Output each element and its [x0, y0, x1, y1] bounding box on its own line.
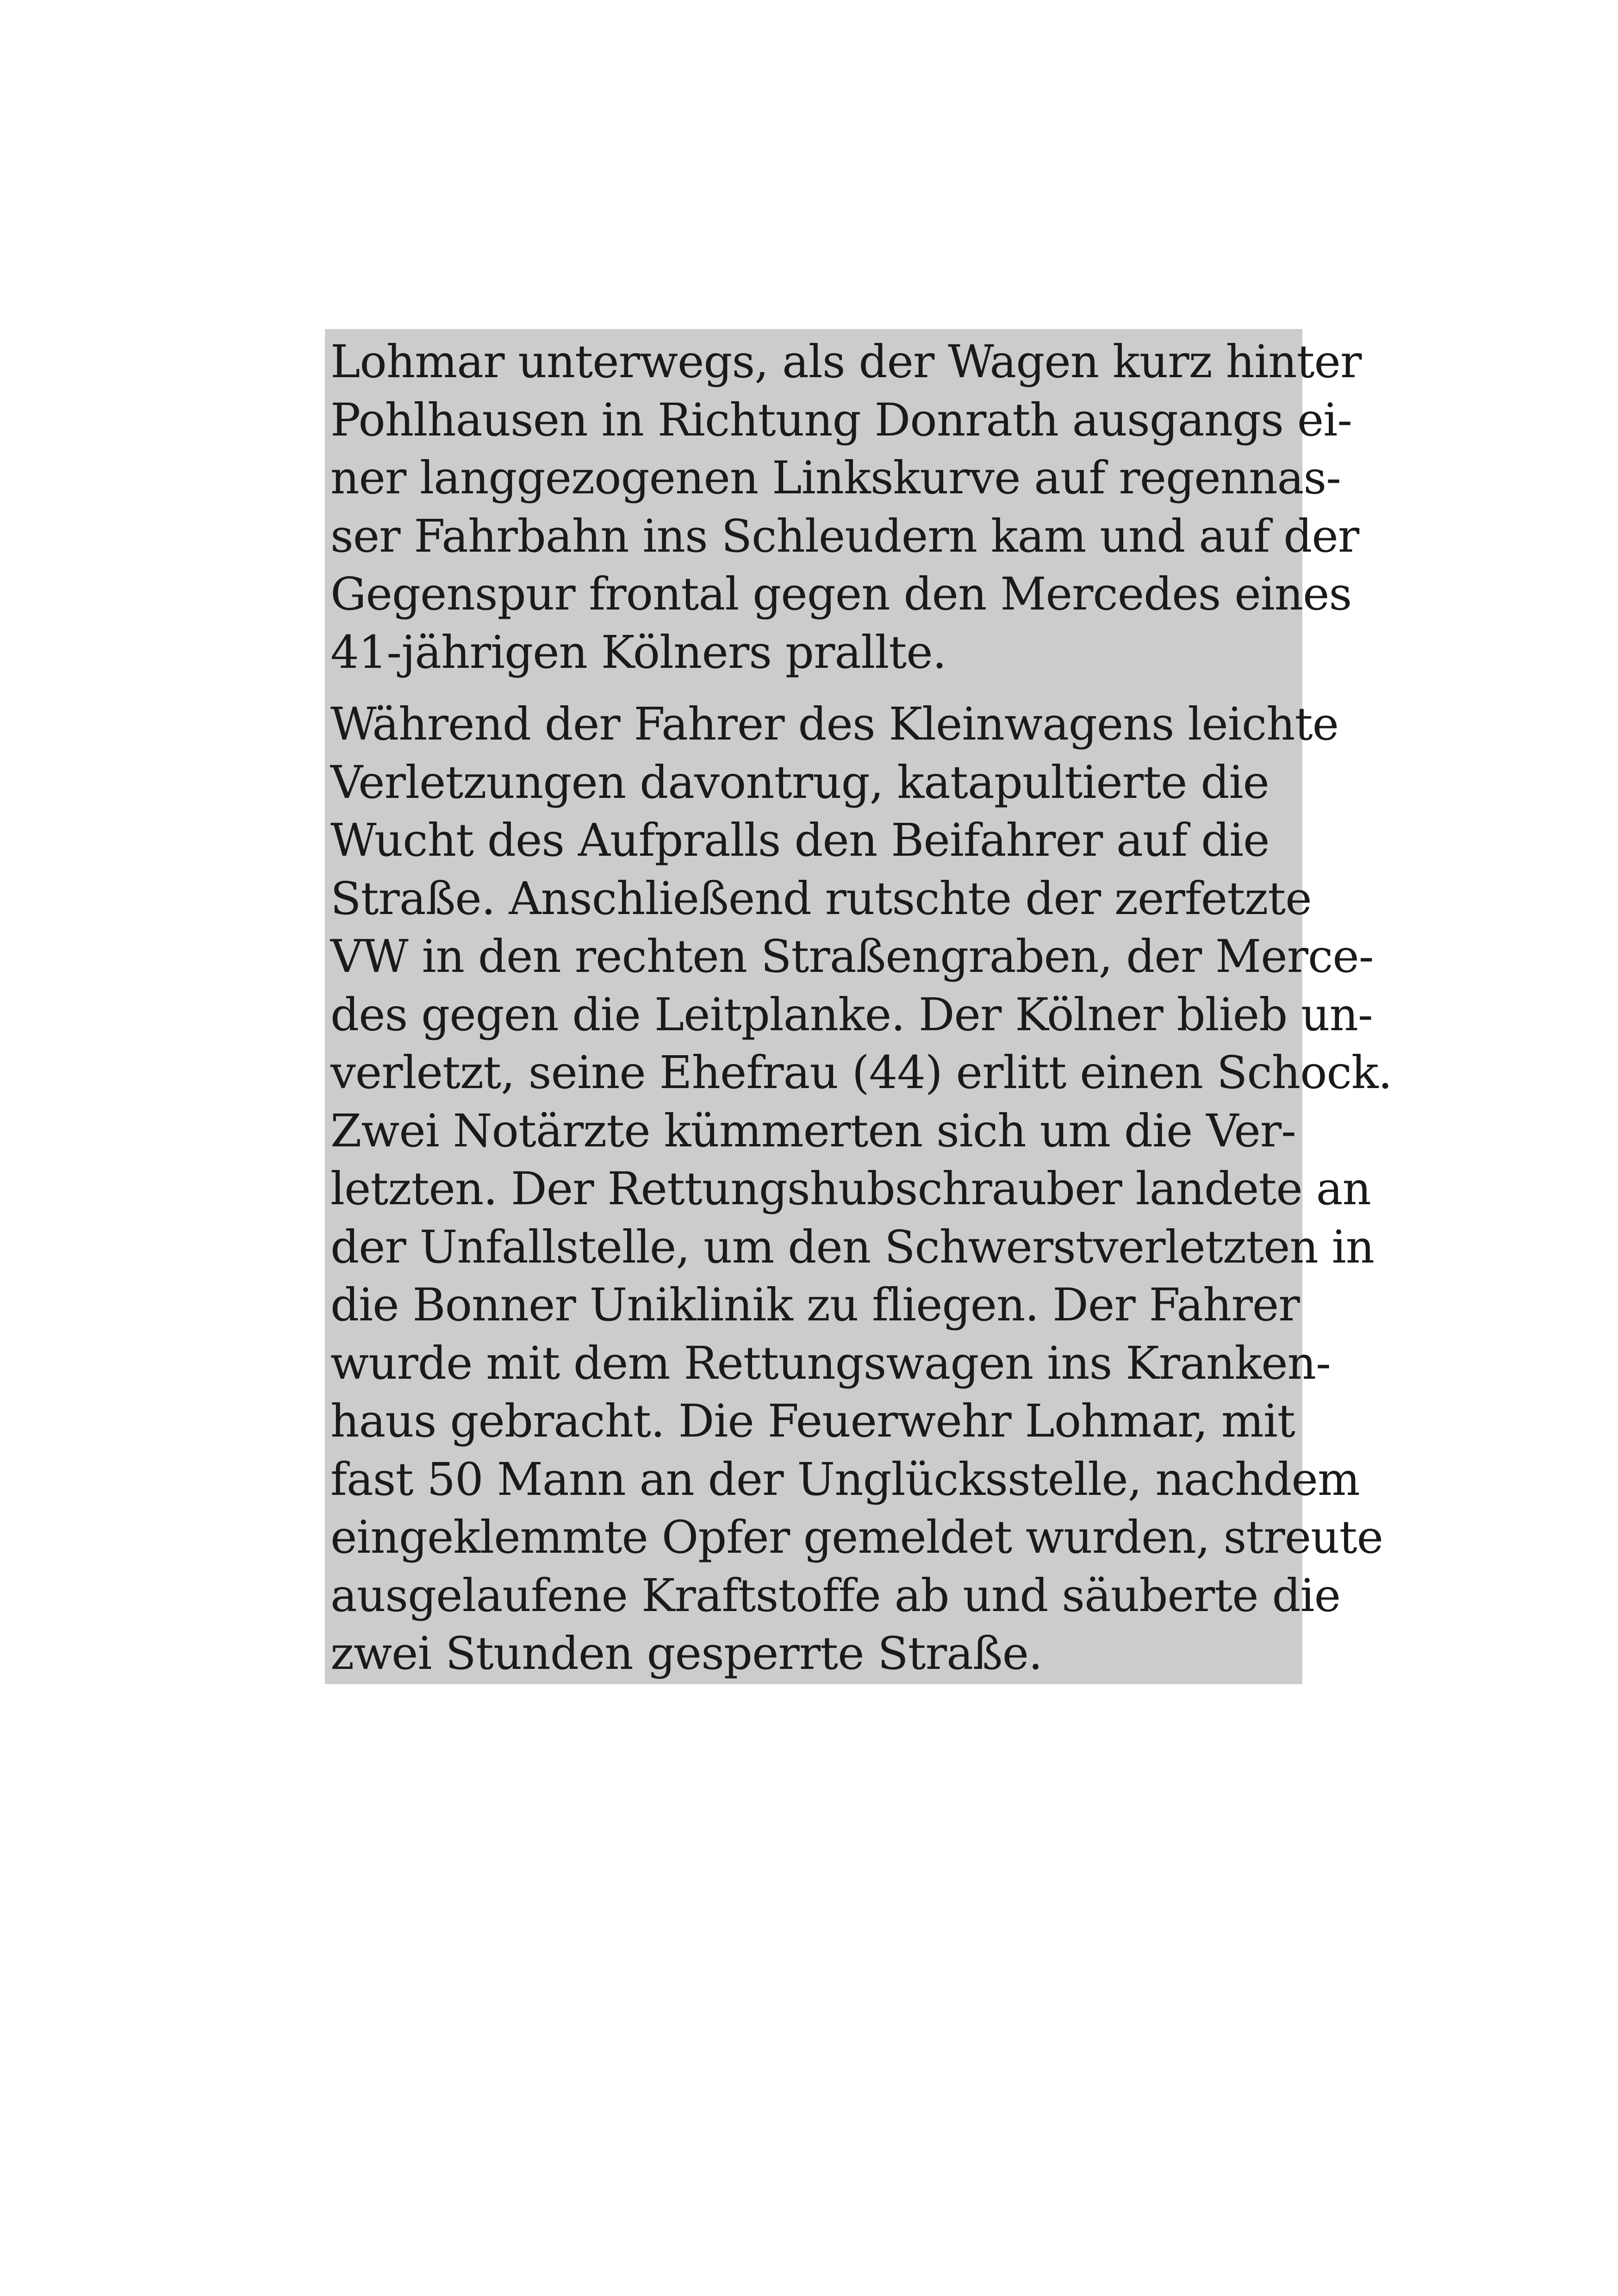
text-line: zwei Stunden gesperrte Straße. [330, 1627, 1042, 1680]
text-line: Während der Fahrer des Kleinwagens leichte [330, 698, 1339, 750]
text-line: Lohmar unterwegs, als der Wagen kurz hinter [330, 336, 1362, 388]
text-line: 41-jährigen Kölners prallte. [330, 626, 946, 678]
text-line: die Bonner Uniklinik zu fliegen. Der Fahrer [330, 1279, 1300, 1331]
text-line: Wucht des Aufpralls den Beifahrer auf die [330, 814, 1270, 866]
text-line: fast 50 Mann an der Unglücksstelle, nachdem [330, 1453, 1360, 1506]
text-line: Gegenspur frontal gegen den Mercedes eines [330, 568, 1352, 620]
text-line: letzten. Der Rettungshubschrauber landete an [330, 1163, 1371, 1215]
text-line: des gegen die Leitplanke. Der Kölner blieb un- [330, 988, 1373, 1041]
text-line: VW in den rechten Straßengraben, der Merce- [330, 930, 1374, 983]
text-line: Verletzungen davontrug, katapultierte die [330, 756, 1269, 809]
text-line: wurde mit dem Rettungswagen ins Kranken- [330, 1337, 1331, 1389]
text-line: ser Fahrbahn ins Schleudern kam und auf der [330, 510, 1359, 562]
paragraph-1 [330, 333, 1362, 681]
text-line: Pohlhausen in Richtung Donrath ausgangs ei- [330, 393, 1352, 446]
text-line: Zwei Notärzte kümmerten sich um die Ver- [330, 1104, 1296, 1157]
paragraph-2 [330, 695, 1392, 1683]
text-line: Straße. Anschließend rutschte der zerfetzte [330, 872, 1312, 925]
text-line: haus gebracht. Die Feuerwehr Lohmar, mit [330, 1395, 1295, 1447]
text-line: verletzt, seine Ehefrau (44) erlitt einen Schock. [330, 1046, 1392, 1099]
text-line: ausgelaufene Kraftstoffe ab und säuberte die [330, 1569, 1340, 1622]
text-line: der Unfallstelle, um den Schwerstverletzten in [330, 1220, 1375, 1273]
text-line: ner langgezogenen Linkskurve auf regennas- [330, 452, 1341, 504]
highlighted-text-block [325, 329, 1392, 1684]
text-line: eingeklemmte Opfer gemeldet wurden, streute [330, 1511, 1383, 1563]
